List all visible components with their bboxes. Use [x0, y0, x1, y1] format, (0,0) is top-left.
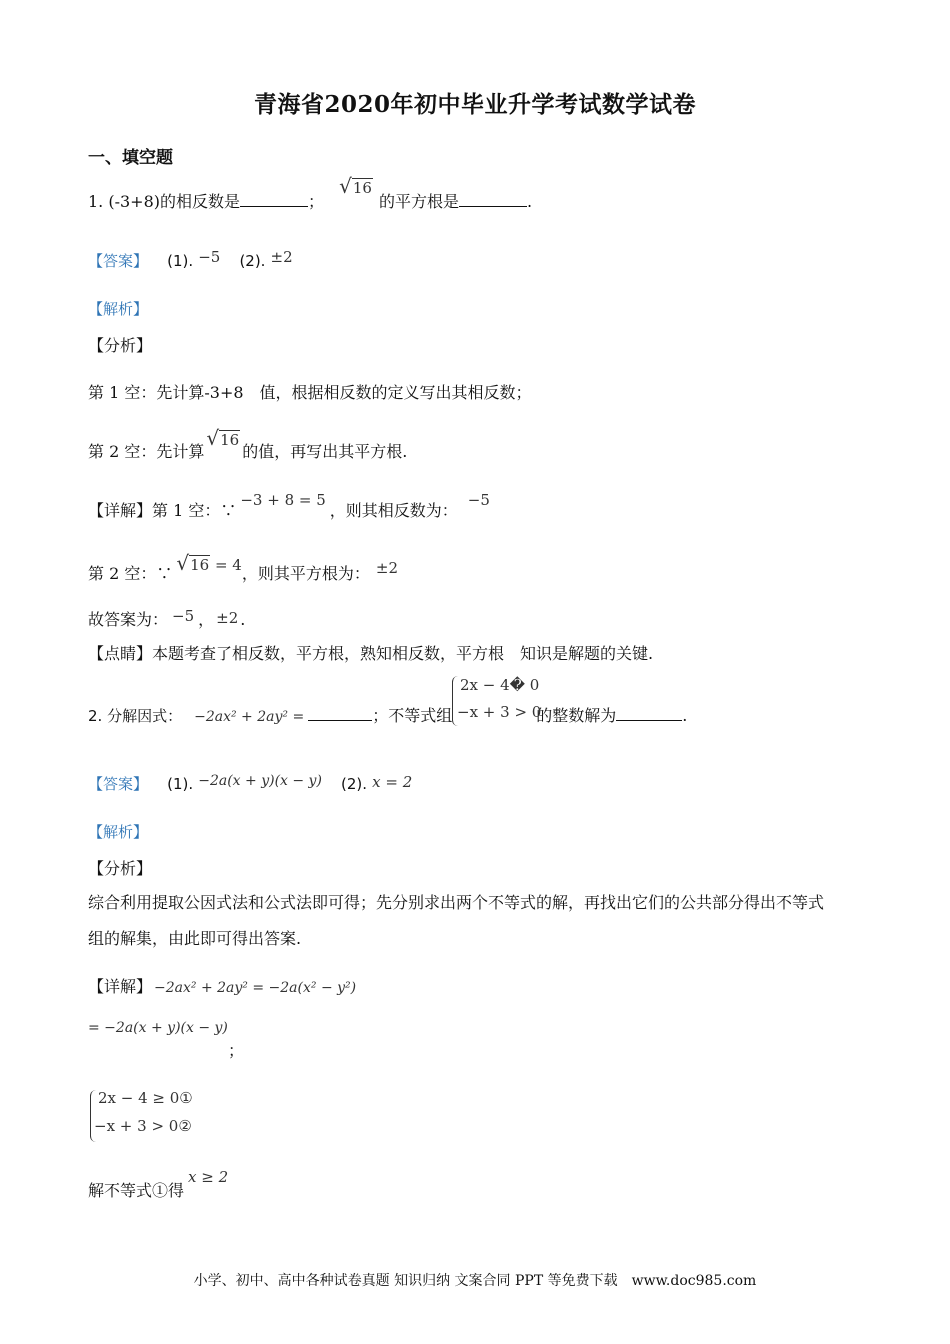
detail-2-eq: −2ax² + 2ay² = −2a(x² − y²) — [154, 980, 357, 996]
q2-expression: −2ax² + 2ay² = — [194, 709, 305, 725]
summary-value-2: ±2 — [216, 609, 239, 627]
q1-blank-1 — [240, 192, 308, 207]
answer-tag: 【答案】 — [88, 775, 149, 793]
q2-blank-1 — [308, 706, 372, 721]
q1-blank-2 — [459, 192, 527, 207]
solve-1-pre: 解不等式①得 — [88, 1181, 185, 1200]
answer-1-part-2-value: ±2 — [270, 248, 293, 266]
page-title: 青海省2020年初中毕业升学考试数学试卷 — [253, 91, 696, 118]
answer-1-part-1-value: −5 — [198, 248, 221, 266]
detail-1-eq: −3 + 8 = 5 — [240, 491, 326, 509]
answer-summary-1 — [88, 607, 245, 630]
fenxi-2-line-2: 组的解集，由此即可得出答案. — [88, 929, 302, 948]
summary-pre: 故答案为： — [88, 610, 169, 629]
detail-1-line-2 — [88, 551, 398, 584]
fenxi-sqrt — [206, 426, 240, 450]
q2-system-line-1: 2x − 4� 0 — [460, 676, 540, 694]
answer-2-part-2-label: (2). — [341, 775, 368, 793]
fenxi-1-line-2 — [88, 426, 408, 462]
fenxi-2-line-1: 综合利用提取公因式法和公式法即可得；先分别求出两个不等式的解，再找出它们的公共部分得出不等式 — [88, 893, 825, 912]
q2-suffix: 的整数解为 — [536, 706, 617, 725]
answer-1-part-1-label: (1). — [167, 252, 194, 270]
fenxi-1-line-2-pre: 第 2 空：先计算 — [88, 442, 205, 461]
fenxi-tag-2: 【分析】 — [88, 859, 153, 878]
detail-2-tag: 【详解】 — [88, 977, 153, 996]
solve-inequality-1 — [88, 1168, 229, 1201]
detail-1-value: −5 — [467, 491, 490, 509]
summary-sep: ， — [198, 610, 215, 629]
q2-mid: ；不等式组 — [372, 706, 453, 725]
detail-1b-sqrt-number: 16 — [190, 556, 210, 574]
detail-1b-pre: 第 2 空：∵ — [88, 564, 173, 583]
section-heading-fill-blank: 一、填空题 — [88, 148, 173, 168]
radical-sign-icon: √ — [206, 426, 220, 450]
system-line-1: 2x − 4 ≥ 0① — [98, 1089, 193, 1107]
detail-1b-value: ±2 — [375, 559, 398, 577]
q2-system-line-2: −x + 3 > 0 — [457, 703, 542, 721]
answer-2-part-1-value: −2a(x + y)(x − y) — [198, 773, 322, 789]
answer-tag: 【答案】 — [88, 252, 149, 270]
q1-sqrt — [339, 174, 373, 198]
fenxi-1-line-2-post: 的值，再写出其平方根. — [242, 442, 408, 461]
solve-1-value: x ≥ 2 — [188, 1168, 229, 1186]
summary-value-1: −5 — [172, 607, 195, 625]
radical-sign-icon: √ — [339, 174, 352, 198]
analysis-tag-1: 【解析】 — [88, 300, 149, 318]
q1-mid: ； — [308, 192, 325, 211]
q2-prefix: 2. 分解因式： — [88, 707, 183, 725]
q2-blank-2 — [616, 706, 682, 721]
detail-1-tag: 【详解】第 1 空：∵ — [88, 501, 237, 520]
q2-end: . — [682, 706, 688, 725]
detail-2-semicolon: ； — [228, 1041, 245, 1060]
answer-2-part-2-value: x = 2 — [372, 773, 413, 791]
page-footer: 小学、初中、高中各种试卷真题 知识归纳 文案合同 PPT 等免费下载 www.doc985.com — [193, 1273, 757, 1289]
question-1 — [88, 174, 533, 212]
answer-1-part-2-label: (2). — [239, 252, 266, 270]
summary-end: . — [240, 610, 246, 629]
q1-prefix: 1. (-3+8)的相反数是 — [88, 192, 241, 211]
fenxi-1-line-1: 第 1 空：先计算-3+8 值，根据相反数的定义写出其相反数； — [88, 383, 532, 402]
detail-1-mid: ，则其相反数为： — [329, 501, 458, 520]
detail-1b-sqrt — [176, 551, 210, 575]
q1-suffix: 的平方根是 — [378, 192, 459, 211]
analysis-tag-2: 【解析】 — [88, 823, 149, 841]
detail-1b-eq-rhs: = 4 — [210, 556, 242, 574]
radical-sign-icon: √ — [176, 551, 190, 575]
dianjing-1: 【点睛】本题考查了相反数，平方根，熟知相反数，平方根 知识是解题的关键. — [88, 644, 654, 663]
detail-1-line-1 — [88, 491, 490, 521]
system-line-2: −x + 3 > 0② — [94, 1117, 192, 1135]
detail-2-line-1 — [88, 974, 356, 997]
answer-2 — [88, 773, 412, 794]
q1-sqrt-number: 16 — [352, 179, 372, 197]
q1-end: . — [526, 192, 533, 211]
answer-2-part-1-label: (1). — [167, 775, 194, 793]
fenxi-tag-1: 【分析】 — [88, 336, 153, 355]
answer-1 — [88, 250, 293, 271]
question-2 — [88, 703, 687, 726]
fenxi-sqrt-number: 16 — [220, 431, 240, 449]
detail-2-eq-2: = −2a(x + y)(x − y) — [88, 1020, 228, 1036]
detail-1b-mid: ，则其平方根为： — [241, 564, 370, 583]
